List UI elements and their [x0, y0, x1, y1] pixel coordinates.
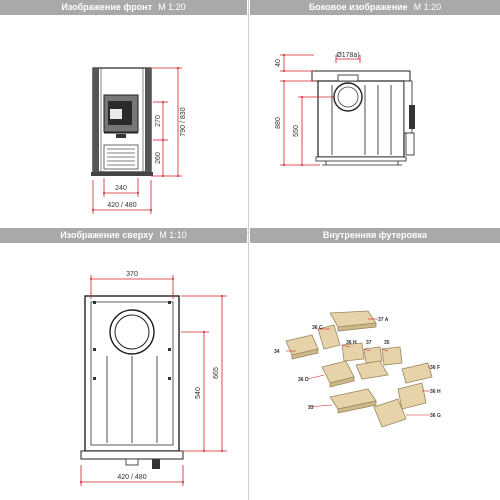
label-36h-right: 36 H: [430, 389, 441, 395]
front-view-header: [0, 0, 247, 15]
front-outer-width-label: 420 / 480: [107, 202, 137, 209]
vertical-divider: [248, 0, 249, 500]
label-36g: 36 G: [430, 413, 441, 419]
side-view-header: [250, 0, 500, 15]
front-view-title: Изображение фронт: [61, 2, 153, 12]
top-view-header: [0, 228, 247, 243]
label-36h-top: 36 H: [346, 340, 357, 346]
side-top-offset-label: 40: [275, 59, 282, 67]
top-depth-inner-label: 540: [195, 387, 202, 399]
front-inner-width-label: 240: [115, 185, 127, 192]
label-33: 33: [308, 405, 314, 411]
top-view-scale: M 1:10: [159, 230, 187, 240]
label-37a: 37 A: [378, 317, 389, 323]
top-view-drawing: [0, 243, 247, 500]
front-lower-label: 260: [155, 152, 162, 164]
side-view-scale: M 1:20: [413, 2, 442, 12]
brick-36h-right: [398, 383, 426, 409]
lining-header: [250, 228, 500, 243]
stove-top-body: [81, 296, 183, 469]
brick-37: [364, 347, 382, 363]
stove-front-body: [91, 68, 153, 176]
side-view-drawing: [250, 15, 500, 228]
top-view-title: Изображение сверху: [60, 230, 154, 240]
label-34: 34: [274, 349, 280, 355]
front-view-drawing: [0, 15, 247, 228]
label-36c: 36 C: [312, 325, 323, 331]
label-36d: 36 D: [298, 377, 309, 383]
front-view-scale: M 1:20: [158, 2, 186, 12]
lining-exploded-drawing: [250, 243, 500, 500]
top-outer-width-label: 420 / 480: [117, 474, 147, 481]
label-36f: 36 F: [430, 365, 441, 371]
side-height-total-label: 880: [275, 117, 282, 129]
side-view-title: Боковое изображение: [308, 2, 408, 12]
label-35: 35: [384, 340, 390, 346]
front-upper-label: 270: [155, 115, 162, 127]
side-flue-height-label: 550: [293, 125, 300, 137]
label-37: 37: [366, 340, 372, 346]
top-depth-total-label: 665: [213, 367, 220, 379]
top-width-label: 370: [126, 271, 138, 278]
side-flue-label: Ø178а): [336, 52, 360, 59]
brick-center: [356, 361, 388, 379]
front-height-total-label: 790 / 830: [180, 107, 187, 137]
stove-side-body: [312, 71, 415, 165]
brick-36f: [402, 363, 432, 383]
lining-title: Внутренняя футеровка: [322, 230, 428, 240]
